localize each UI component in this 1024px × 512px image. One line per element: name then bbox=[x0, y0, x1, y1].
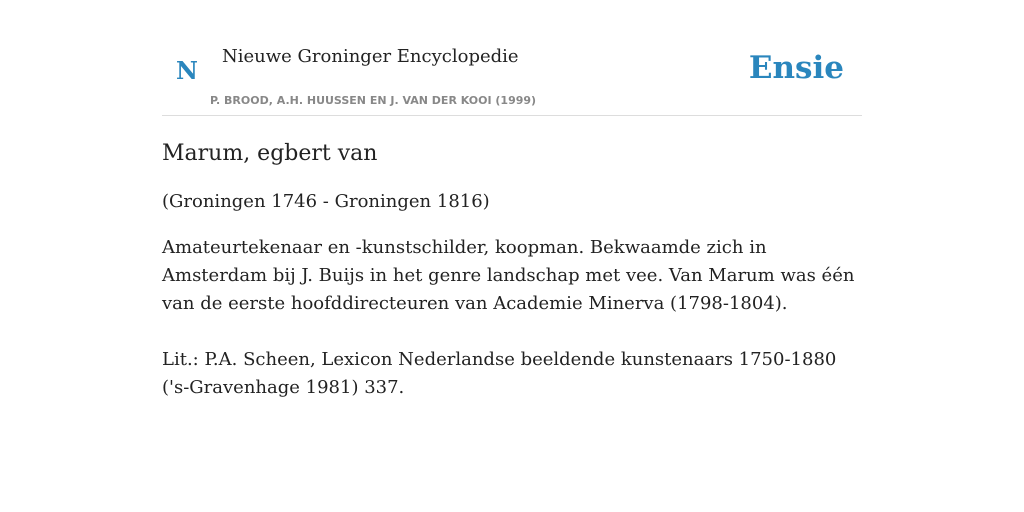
article-title: Marum, egbert van bbox=[162, 141, 378, 166]
encyclopedia-title-link[interactable]: Nieuwe Groninger Encyclopedie bbox=[222, 46, 519, 67]
article-literature: Lit.: P.A. Scheen, Lexicon Nederlandse beeldende kunstenaars 1750-1880 ('s-Gravenhage 1981) 337. bbox=[162, 349, 837, 398]
encyclopedia-header bbox=[162, 40, 862, 116]
ensie-logo-link[interactable]: Ensie bbox=[748, 50, 844, 86]
article-body: Amateurtekenaar en -kunstschilder, koopman. Bekwaamde zich in Amsterdam bij J. Buijs in het genre landschap met vee. Van Marum was één van de eerste hoofddirecteuren van Academie Minerva (1798-1804). bbox=[162, 237, 855, 314]
article-dates: (Groningen 1746 - Groningen 1816) bbox=[162, 191, 490, 212]
article bbox=[162, 138, 862, 402]
encyclopedia-logo-icon[interactable]: N bbox=[176, 56, 198, 85]
encyclopedia-authors: P. BROOD, A.H. HUUSSEN EN J. VAN DER KOOI (1999) bbox=[210, 94, 537, 107]
